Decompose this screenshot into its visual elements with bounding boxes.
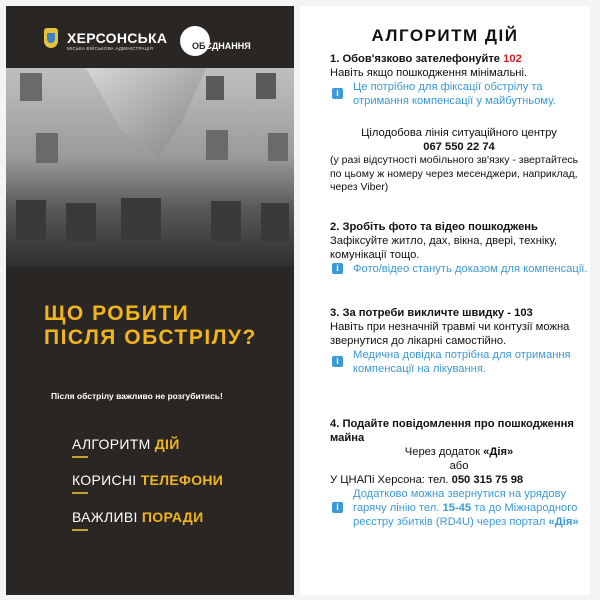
- damaged-building-photo: [6, 68, 294, 267]
- partner-logo: ОБЄДНАННЯ: [192, 41, 251, 51]
- menu-item-algorithm[interactable]: АЛГОРИТМ ДІЙ: [72, 436, 180, 452]
- kherson-crest-icon: [44, 28, 58, 48]
- step-3-text: Навіть при незначній травмі чи контузії можна звернутися до лікарні самостійно.: [330, 321, 570, 347]
- org-name: ХЕРСОНСЬКА: [67, 30, 168, 46]
- info-icon: i: [332, 88, 343, 99]
- step-1-text: Навіть якщо пошкодження мінімальні.: [330, 67, 528, 79]
- step-1-info: i Це потрібно для фіксації обстрілу та отримання компенсації у майбутньому.: [330, 80, 588, 108]
- step-4: [330, 417, 588, 529]
- step-1-heading: 1. Обов'язково зателефонуйте 102: [330, 53, 522, 65]
- hotline-label: Цілодобова лінія ситуаційного центру: [361, 127, 557, 139]
- headline: ЩО РОБИТИ ПІСЛЯ ОБСТРІЛУ?: [44, 302, 257, 349]
- info-icon: i: [332, 263, 343, 274]
- right-panel: [300, 6, 590, 595]
- step-3-info: i Медична довідка потрібна для отримання компенсації на лікування.: [330, 348, 588, 376]
- step-2-info: i Фото/відео стануть доказом для компенсації.: [330, 262, 588, 276]
- via-app: Через додаток «Дія»: [404, 446, 514, 458]
- step-4-heading: 4. Подайте повідомлення про пошкодження майна: [330, 418, 574, 444]
- menu-item-tips[interactable]: ВАЖЛИВІ ПОРАДИ: [72, 509, 204, 525]
- section-title: АЛГОРИТМ ДІЙ: [371, 26, 519, 45]
- step-1: [330, 52, 588, 195]
- tagline: Після обстрілу важливо не розгубитись!: [51, 391, 223, 401]
- hotline-number: 067 550 22 74: [423, 141, 495, 153]
- step-2: [330, 220, 588, 276]
- logo-bar: [6, 6, 294, 68]
- step-2-text: Зафіксуйте житло, дах, вікна, двері, техніку, комунікації тощо.: [330, 235, 557, 261]
- info-icon: i: [332, 502, 343, 513]
- step-3-heading: 3. За потреби викличте швидку - 103: [330, 307, 533, 319]
- step-3: [330, 306, 588, 376]
- menu-item-phones[interactable]: КОРИСНІ ТЕЛЕФОНИ: [72, 472, 224, 488]
- hotline-note: (у разі відсутності мобільного зв'язку - звертайтесь по цьому ж номеру через месенджери, наприклад, через Viber): [330, 154, 579, 193]
- or-text: або: [449, 460, 469, 472]
- left-panel: [6, 6, 294, 595]
- org-subtitle: МІСЬКА ВІЙСЬКОВА АДМІНІСТРАЦІЯ: [67, 46, 154, 51]
- info-icon: i: [332, 356, 343, 367]
- cnap-contact: У ЦНАПі Херсона: тел. 050 315 75 98: [330, 474, 524, 486]
- step-2-heading: 2. Зробіть фото та відео пошкоджень: [330, 221, 538, 233]
- step-4-info: i Додатково можна звернутися на урядову гарячу лінію тел. 15-45 та до Міжнародного реєстру збитків (RD4U) через портал «Дія»: [330, 487, 588, 529]
